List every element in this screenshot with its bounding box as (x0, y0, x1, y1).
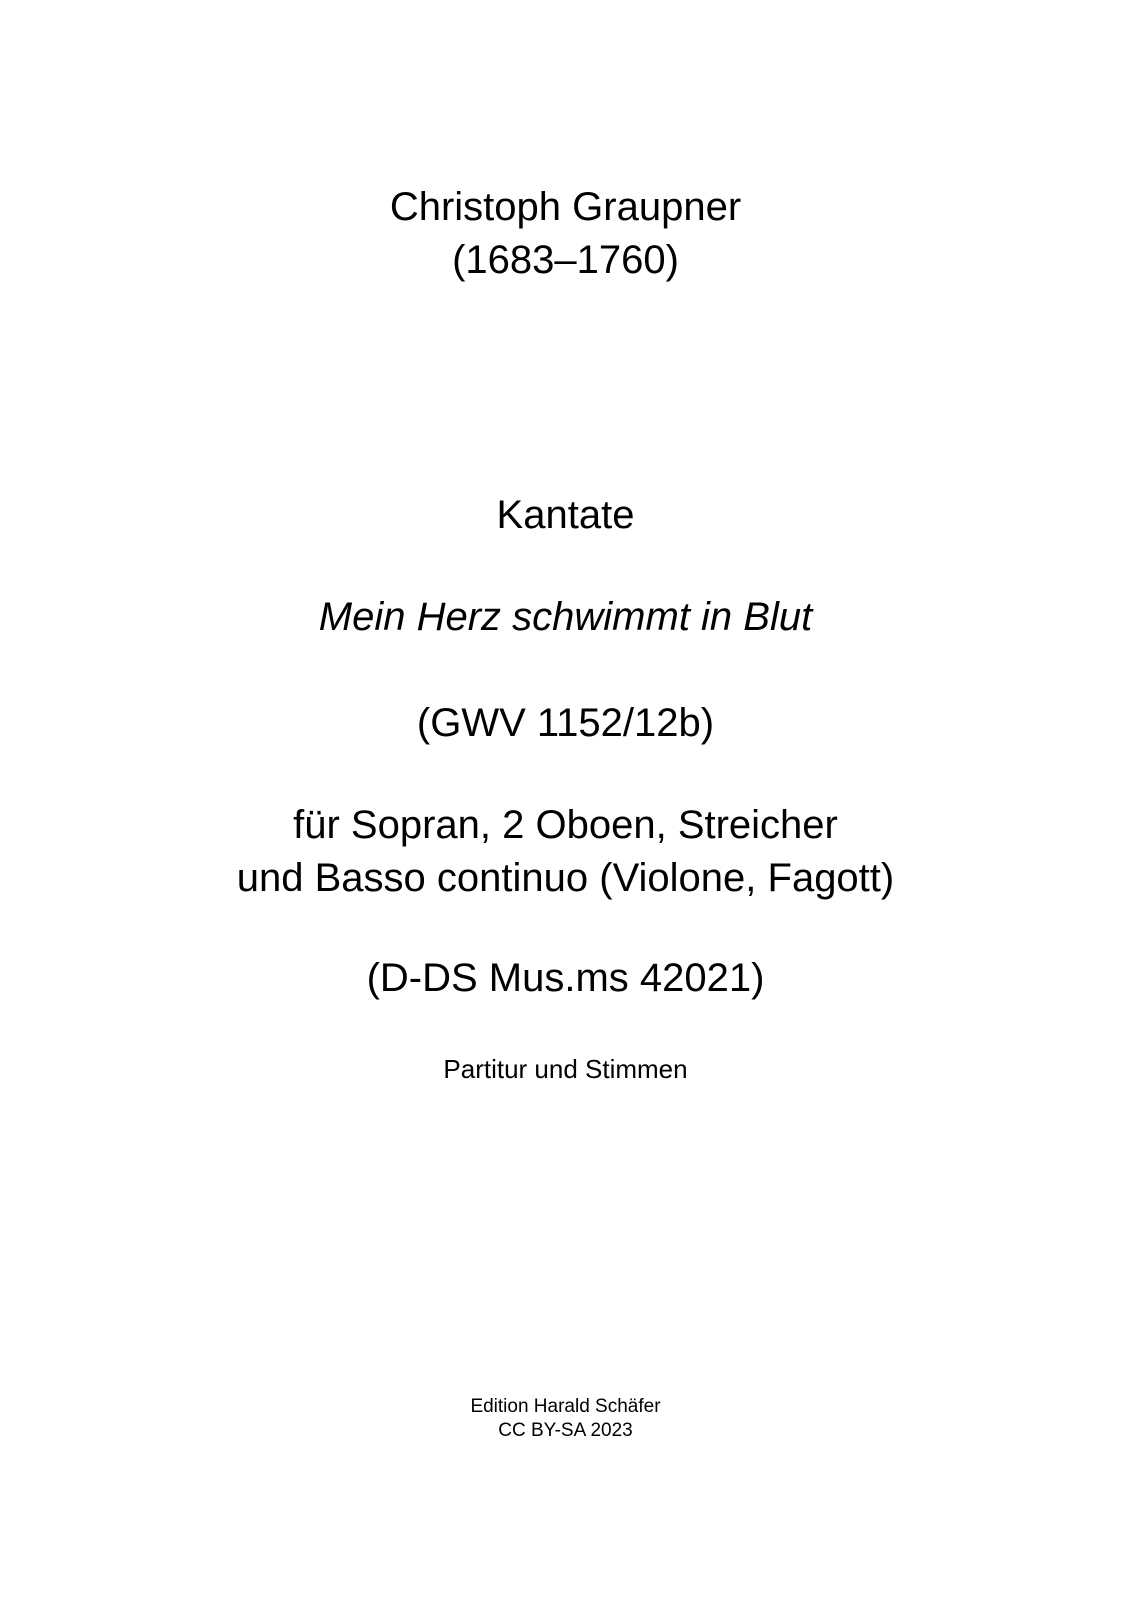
edition-publisher: Edition Harald Schäfer (470, 1396, 661, 1417)
scoring-line-1: für Sopran, 2 Oboen, Streicher (293, 803, 838, 847)
work-catalog-number: (GWV 1152/12b) (416, 701, 715, 745)
edition-license: CC BY-SA 2023 (498, 1420, 633, 1441)
contents-note: Partitur und Stimmen (443, 1054, 688, 1084)
work-title: Mein Herz schwimmt in Blut (318, 595, 813, 639)
composer-dates: (1683–1760) (452, 238, 679, 282)
scoring-line-2: und Basso continuo (Violone, Fagott) (236, 856, 895, 900)
composer-name: Christoph Graupner (389, 185, 742, 229)
source-signature: (D-DS Mus.ms 42021) (366, 956, 765, 1000)
work-genre: Kantate (496, 493, 635, 537)
